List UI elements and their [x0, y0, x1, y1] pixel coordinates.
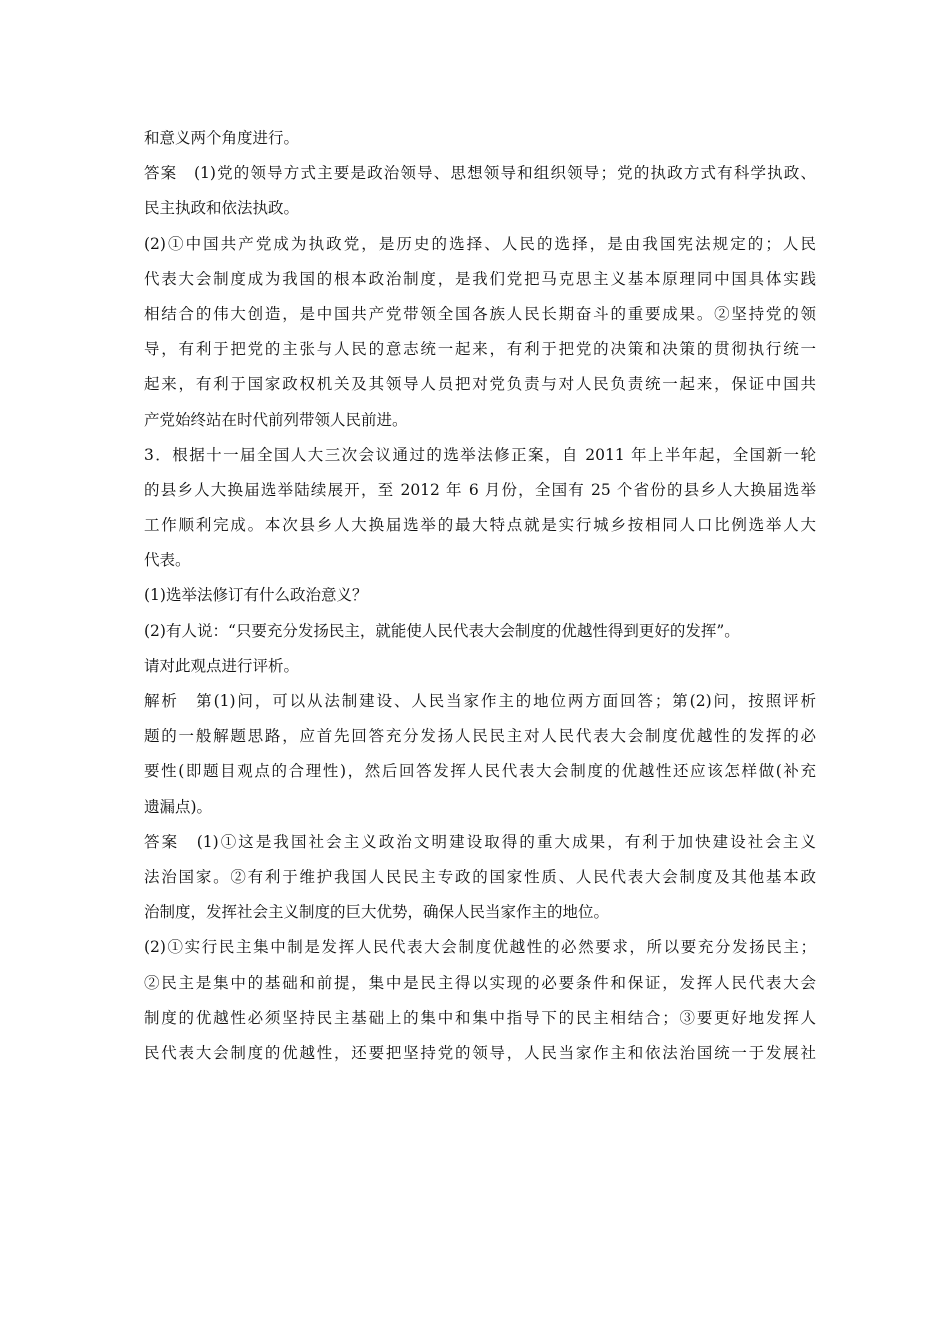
text-line: 代表大会制度成为我国的根本政治制度，是我们党把马克思主义基本原理同中国具体实践: [144, 269, 816, 288]
text-line: 要性(即题目观点的合理性)，然后回答发挥人民代表大会制度的优越性还应该怎样做(补充: [144, 762, 816, 781]
text-line: 产党始终站在时代前列带领人民前进。: [144, 410, 408, 429]
text-line: 题的一般解题思路，应首先回答充分发扬人民民主对人民代表大会制度优越性的发挥的必: [144, 727, 816, 746]
text-line: (2)①实行民主集中制是发挥人民代表大会制度优越性的必然要求，所以要充分发扬民主；: [144, 938, 816, 957]
text-line: 和意义两个角度进行。: [144, 129, 300, 147]
text-line: 的县乡人大换届选举陆续展开，至 2012 年 6 月份，全国有 25 个省份的县乡人大换届选举: [144, 480, 816, 499]
text-line: 答案 (1)①这是我国社会主义政治文明建设取得的重大成果，有利于加快建设社会主义: [144, 832, 816, 851]
text-line: (1)选举法修订有什么政治意义？: [144, 586, 368, 605]
text-line: 工作顺利完成。本次县乡人大换届选举的最大特点就是实行城乡按相同人口比例选举人大: [144, 516, 816, 535]
text-line: 解析 第(1)问，可以从法制建设、人民当家作主的地位两方面回答；第(2)问，按照评析: [144, 692, 816, 710]
text-line: 遗漏点)。: [144, 797, 213, 816]
document-body: [144, 121, 816, 1071]
text-line: 答案 (1)党的领导方式主要是政治领导、思想领导和组织领导；党的执政方式有科学执政、: [144, 164, 816, 183]
text-line: ②民主是集中的基础和前提，集中是民主得以实现的必要条件和保证，发挥人民代表大会: [144, 973, 816, 992]
text-line: 导，有利于把党的主张与人民的意志统一起来，有利于把党的决策和决策的贯彻执行统一: [144, 340, 816, 359]
text-line: 治制度，发挥社会主义制度的巨大优势，确保人民当家作主的地位。: [144, 903, 610, 922]
text-line: 制度的优越性必须坚持民主基础上的集中和集中指导下的民主相结合；③要更好地发挥人: [144, 1008, 816, 1027]
text-line: 起来，有利于国家政权机关及其领导人员把对党负责与对人民负责统一起来，保证中国共: [144, 375, 816, 394]
text-line: 民代表大会制度的优越性，还要把坚持党的领导，人民当家作主和依法治国统一于发展社: [144, 1043, 816, 1062]
text-line: 民主执政和依法执政。: [144, 199, 300, 218]
text-line: (2)①中国共产党成为执政党，是历史的选择、人民的选择，是由我国宪法规定的；人民: [144, 234, 816, 253]
text-line: 3．根据十一届全国人大三次会议通过的选举法修正案，自 2011 年上半年起，全国新一轮: [144, 445, 816, 464]
text-line: 法治国家。②有利于维护我国人民民主专政的国家性质、人民代表大会制度及其他基本政: [144, 867, 816, 886]
text-line: 相结合的伟大创造，是中国共产党带领全国各族人民长期奋斗的重要成果。②坚持党的领: [144, 304, 816, 323]
text-line: 请对此观点进行评析。: [144, 656, 300, 675]
text-line: (2)有人说：“只要充分发扬民主，就能使人民代表大会制度的优越性得到更好的发挥”。: [144, 621, 740, 640]
text-line: 代表。: [144, 551, 191, 570]
